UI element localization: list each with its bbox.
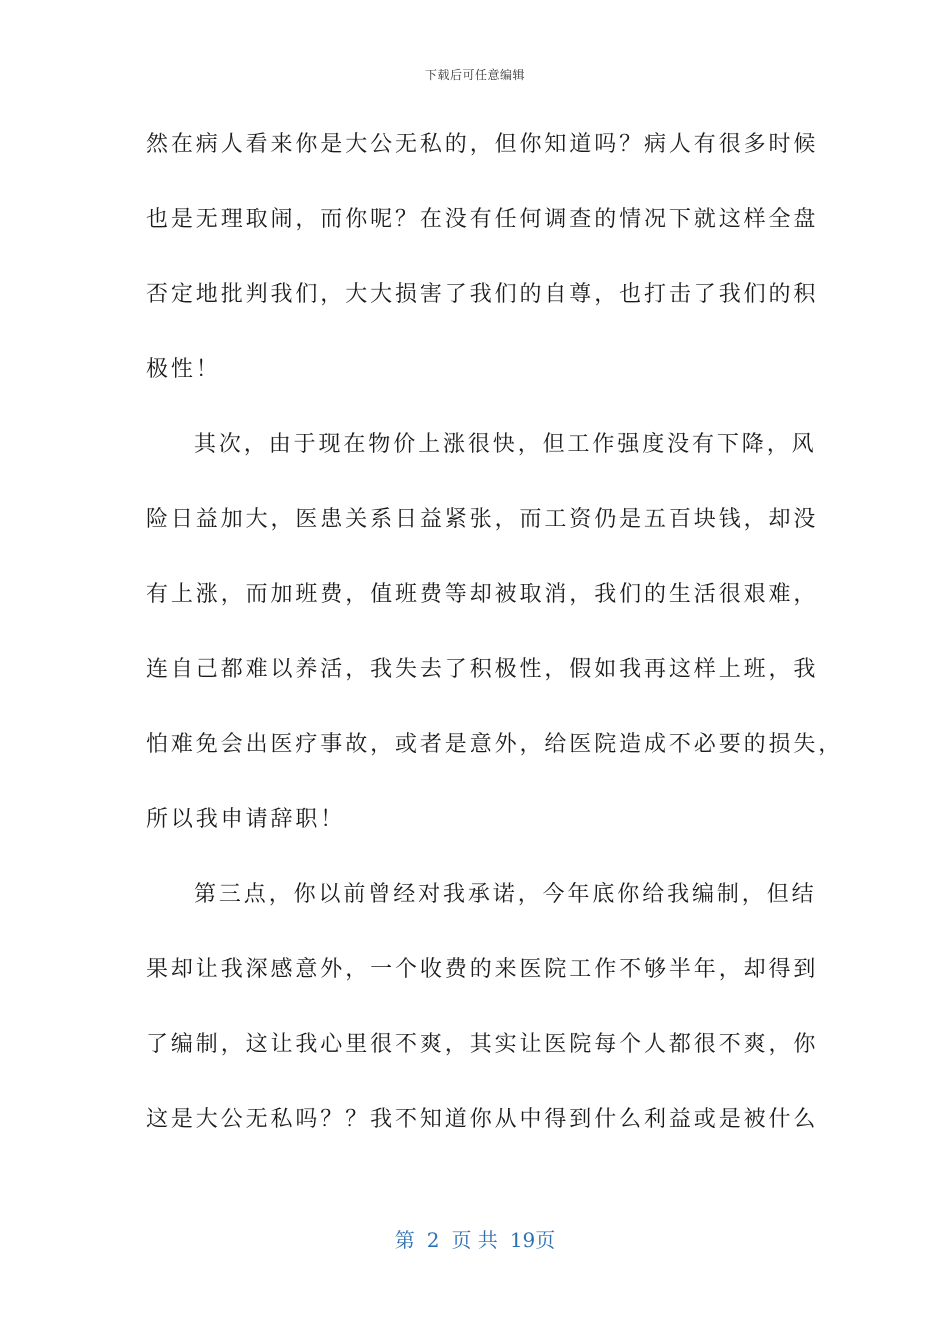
current-page-number: 2 <box>426 1228 440 1252</box>
paragraph-start-line: 其次，由于现在物价上涨很快，但工作强度没有下降，风 <box>194 432 817 457</box>
text-line: 果却让我深感意外，一个收费的来医院工作不够半年，却得到 <box>146 957 819 982</box>
text-line: 也是无理取闹，而你呢？在没有任何调查的情况下就这样全盘 <box>146 207 819 232</box>
text-line: 所以我申请辞职！ <box>146 807 346 832</box>
paragraph-start-line: 第三点，你以前曾经对我承诺，今年底你给我编制，但结 <box>194 882 817 907</box>
document-body <box>146 124 844 1174</box>
text-line: 了编制，这让我心里很不爽，其实让医院每个人都很不爽，你 <box>146 1032 819 1057</box>
page-header: 下载后可任意编辑 <box>424 68 525 82</box>
footer-prefix: 第 <box>394 1228 415 1252</box>
total-page-number: 19 <box>509 1228 536 1252</box>
text-line: 否定地批判我们，大大损害了我们的自尊，也打击了我们的积 <box>146 282 819 307</box>
text-line: 连自己都难以养活，我失去了积极性，假如我再这样上班，我 <box>146 657 819 682</box>
text-line: 这是大公无私吗？？我不知道你从中得到什么利益或是被什么 <box>146 1107 819 1132</box>
text-line: 然在病人看来你是大公无私的，但你知道吗？病人有很多时候 <box>146 132 819 157</box>
text-line: 极性！ <box>146 357 221 382</box>
text-line: 险日益加大，医患关系日益紧张，而工资仍是五百块钱，却没 <box>146 507 819 532</box>
text-line: 有上涨，而加班费，值班费等却被取消，我们的生活很艰难， <box>146 582 819 607</box>
footer-middle: 页 共 <box>451 1228 498 1252</box>
footer-suffix: 页 <box>535 1228 556 1252</box>
page-footer <box>0 1224 950 1253</box>
text-line: 怕难免会出医疗事故，或者是意外，给医院造成不必要的损失， <box>146 732 844 757</box>
